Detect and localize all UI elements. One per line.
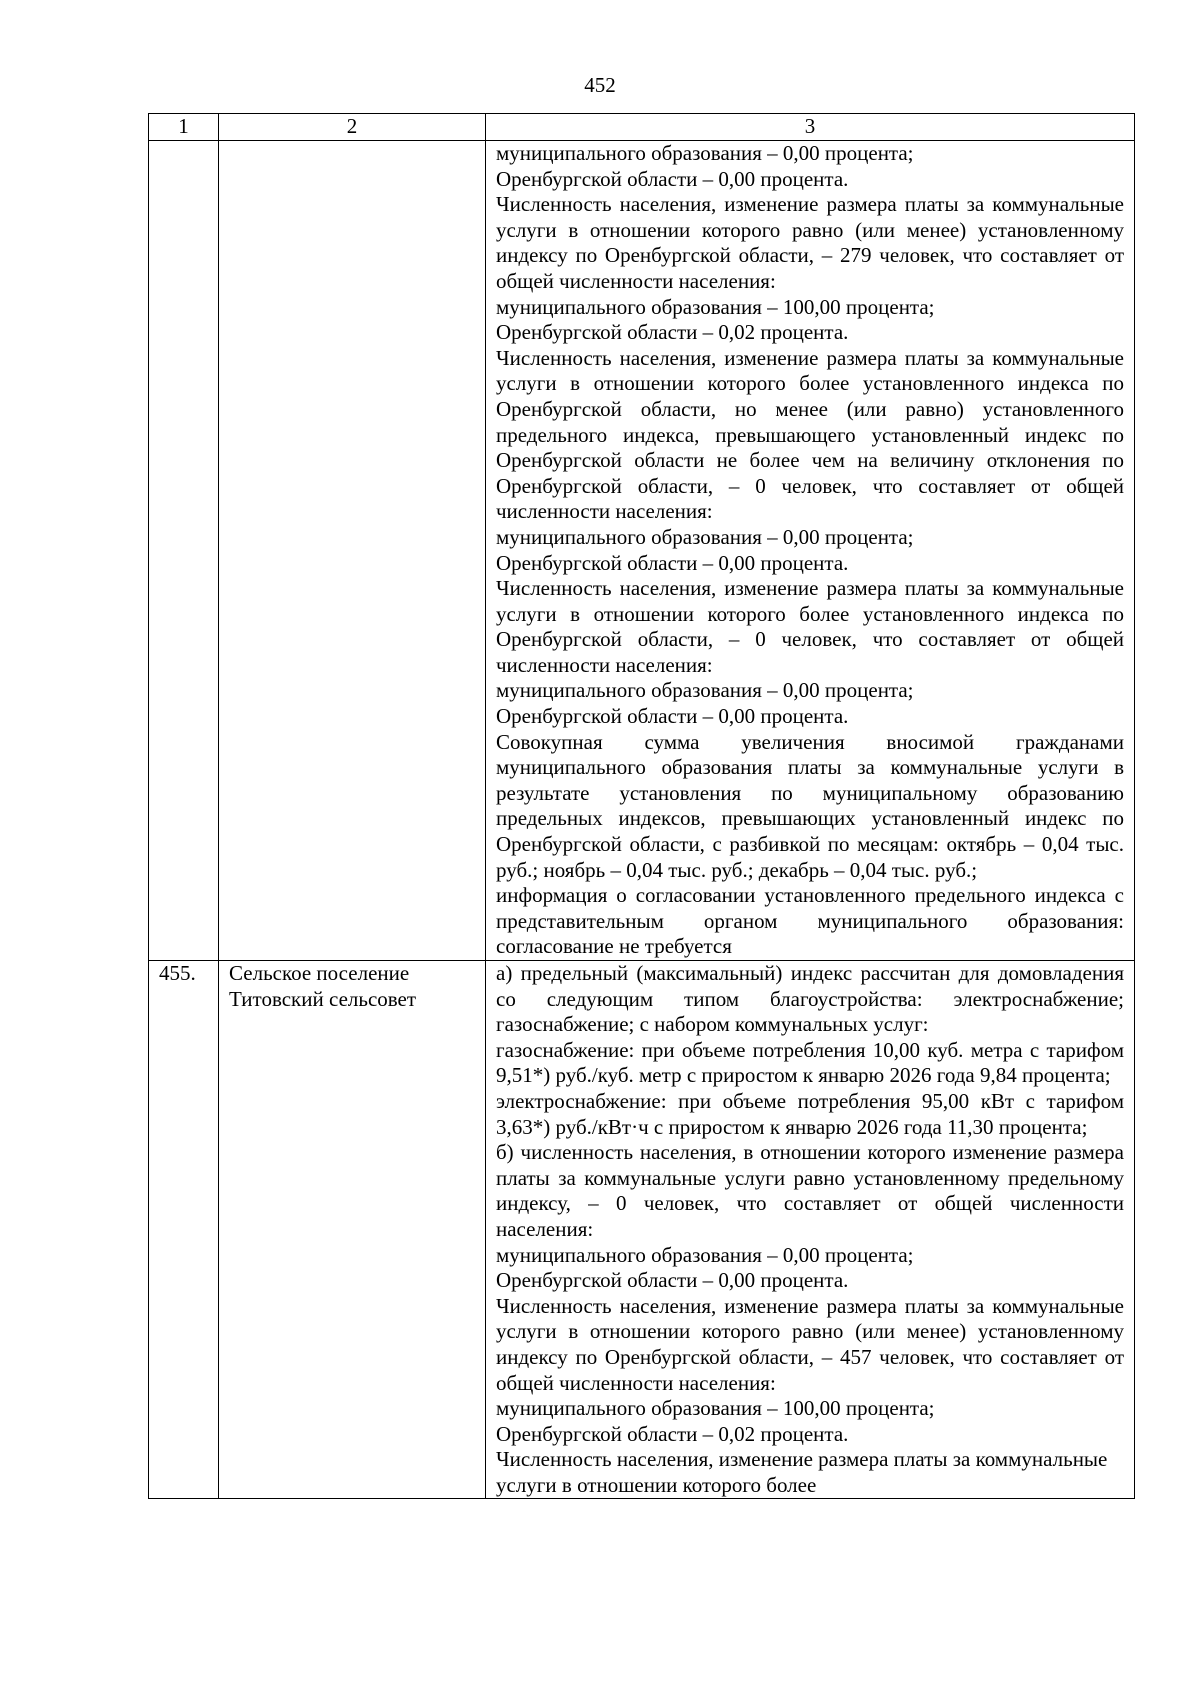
text-paragraph: б) численность населения, в отношении которого изменение размера платы за коммунальные услуги равно установленному предельному индексу, – 0 человек, что составляет от общей численности населения:: [496, 1140, 1124, 1241]
text-paragraph: муниципального образования – 0,00 процента;: [496, 1242, 914, 1267]
text-paragraph: муниципального образования – 0,00 процента;: [496, 678, 914, 703]
text-paragraph: Оренбургской области – 0,02 процента.: [496, 320, 849, 345]
row-number-cell: 455.: [149, 961, 219, 1499]
text-paragraph: Оренбургской области – 0,00 процента.: [496, 704, 849, 729]
text-paragraph: электроснабжение: при объеме потребления 95,00 кВт с тарифом 3,63*) руб./кВт·ч с приростом к январю 2026 года 11,30 процента;: [496, 1088, 1124, 1139]
text-paragraph: Оренбургской области – 0,00 процента.: [496, 166, 849, 191]
row-text-cell: [486, 141, 1135, 961]
text-paragraph: Оренбургской области – 0,00 процента.: [496, 550, 849, 575]
text-paragraph: муниципального образования – 100,00 процента;: [496, 294, 935, 319]
text-paragraph: муниципального образования – 100,00 процента;: [496, 1396, 935, 1421]
table-row: [149, 961, 1135, 1499]
text-paragraph: газоснабжение: при объеме потребления 10,00 куб. метра с тарифом 9,51*) руб./куб. метр с приростом к январю 2026 года 9,84 процента;: [496, 1037, 1124, 1088]
municipality-name-line: Титовский сельсовет: [229, 986, 417, 1011]
text-paragraph: Оренбургской области – 0,00 процента.: [496, 1268, 849, 1293]
table-row: [149, 141, 1135, 961]
text-paragraph: Численность населения, изменение размера платы за коммунальные услуги в отношении которого равно (или менее) установленному индексу по Оренбургской области, – 457 человек, что составляет от общей численности населения:: [496, 1293, 1124, 1395]
row-text-cell: [486, 961, 1135, 1499]
table-header-row: [149, 114, 1135, 141]
text-paragraph: информация о согласовании установленного предельного индекса с представительным органом муниципального образования: согласование не требуется: [496, 883, 1124, 959]
header-col-2: 2: [219, 114, 486, 141]
municipality-name-line: Сельское поселение: [229, 961, 410, 985]
header-col-1: 1: [149, 114, 219, 141]
municipality-name-cell: [219, 141, 486, 961]
municipality-name-cell: [219, 961, 486, 1499]
text-paragraph: муниципального образования – 0,00 процента;: [496, 524, 914, 549]
text-paragraph: Численность населения, изменение размера платы за коммунальные услуги в отношении которого равно (или менее) установленному индексу по Оренбургской области, – 279 человек, что составляет от общей численности населения:: [496, 192, 1124, 293]
header-col-3: 3: [486, 114, 1135, 141]
text-paragraph: а) предельный (максимальный) индекс рассчитан для домовладения со следующим типом благоустройства: электроснабжение; газоснабжение; с набором коммунальных услуг:: [496, 961, 1124, 1037]
text-paragraph: Численность населения, изменение размера платы за коммунальные услуги в отношении которого более установленного индекса по Оренбургской области, – 0 человек, что составляет от общей численности населения:: [496, 576, 1124, 677]
text-paragraph: Численность населения, изменение размера платы за коммунальные услуги в отношении которого более установленного индекса по Оренбургской области, но менее (или равно) установленного предельного индекса, превышающего установленный индекс по Оренбургской области не более чем на величину отклонения по Оренбургской области, – 0 человек, что составляет от общей численности населения:: [496, 345, 1124, 524]
text-paragraph: Оренбургской области – 0,02 процента.: [496, 1421, 849, 1446]
page-number: 452: [584, 73, 616, 97]
text-paragraph: муниципального образования – 0,00 процента;: [496, 141, 914, 165]
row-number-cell: [149, 141, 219, 961]
text-paragraph: Совокупная сумма увеличения вносимой гражданами муниципального образования платы за коммунальные услуги в результате установления по муниципальному образованию предельных индексов, превышающих установленный индекс по Оренбургской области, с разбивкой по месяцам: октябрь – 0,04 тыс. руб.; ноябрь – 0,04 тыс. руб.; декабрь – 0,04 тыс. руб.;: [496, 729, 1124, 882]
text-paragraph: Численность населения, изменение размера платы за коммунальные услуги в отношении которого более: [496, 1447, 1108, 1497]
document-table: [148, 113, 1135, 1499]
